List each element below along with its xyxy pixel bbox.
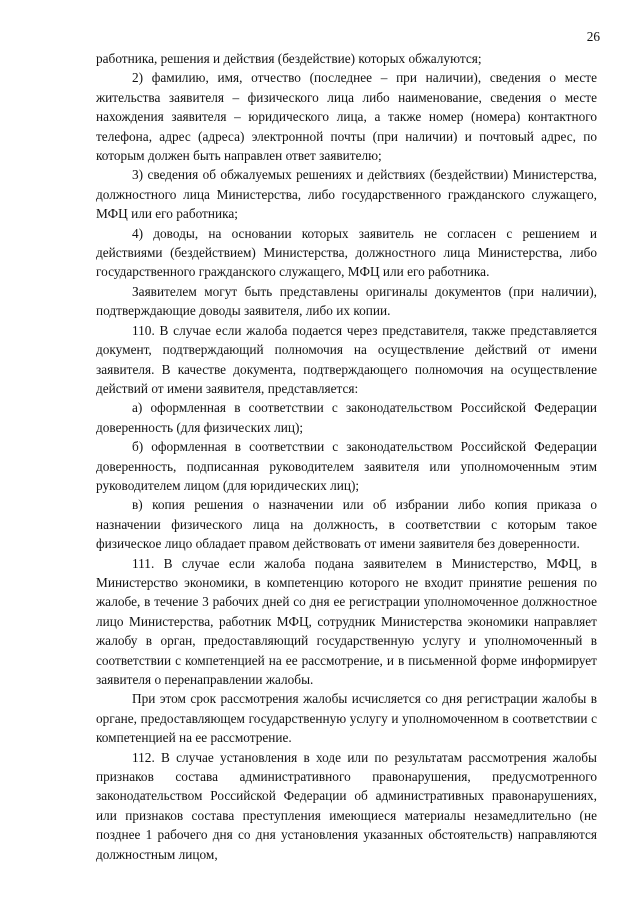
paragraph-continuation: работника, решения и действия (бездействие) которых обжалуются;	[96, 51, 482, 66]
paragraph-item-4: 4) доводы, на основании которых заявитель не согласен с решением и действиями (бездействием) Министерства, должностного лица Министерства, либо государственного гражданского служащего, МФЦ или его работника.	[96, 225, 597, 280]
paragraph-item-a: а) оформленная в соответствии с законодательством Российской Федерации доверенность (для физических лиц);	[96, 400, 597, 435]
paragraph-110: 110. В случае если жалоба подается через представителя, также представляется документ, подтверждающий полномочия на осуществление действий от имени заявителя. В качестве документа, подтверждающего полномочия на осуществление действий от имени заявителя, представляется:	[96, 322, 597, 396]
paragraph-item-b: б) оформленная в соответствии с законодательством Российской Федерации доверенность, подписанная руководителем заявителя или уполномоченным этим руководителем лицом (для юридических лиц);	[96, 439, 597, 493]
paragraph-111: 111. В случае если жалоба подана заявителем в Министерство, МФЦ, в Министерство экономики, в компетенцию которого не входит принятие решения по жалобе, в течение 3 рабочих дней со дня ее регистрации уполномоченное должностное лицо Министерства, работник МФЦ, сотрудник Министерства экономики направляет жалобу в орган, предоставляющий государственную услугу и уполномоченный в соответствии с компетенцией на ее рассмотрение, и в письменной форме информирует заявителя о перенаправлении жалобы.	[96, 555, 597, 687]
paragraph-item-2: 2) фамилию, имя, отчество (последнее – при наличии), сведения о месте жительства заявителя – физического лица либо наименование, сведения о месте нахождения заявителя – юридического лица, а также номер (номера) контактного телефона, адрес (адреса) электронной почты (при наличии) и почтовый адрес, по которым должен быть направлен ответ заявителю;	[96, 70, 597, 164]
paragraph-item-v: в) копия решения о назначении или об избрании либо копия приказа о назначении физического лица на должность, в соответствии с которым такое физическое лицо обладает правом действовать от имени заявителя без доверенности.	[96, 497, 597, 552]
document-body	[96, 49, 597, 864]
page-number: 26	[586, 29, 600, 44]
paragraph-item-3: 3) сведения об обжалуемых решениях и действиях (бездействии) Министерства, должностного лица Министерства, либо государственного гражданского служащего, МФЦ или его работника;	[96, 167, 597, 222]
paragraph-112: 112. В случае установления в ходе или по результатам рассмотрения жалобы признаков состава административного правонарушения, предусмотренного законодательством Российской Федерации об административных правонарушениях, или признаков состава преступления имеющиеся материалы незамедлительно (не позднее 1 рабочего дня со дня установления указанных обстоятельств) направляются должностным лицом,	[96, 749, 597, 862]
paragraph-originals: Заявителем могут быть представлены оригиналы документов (при наличии), подтверждающие доводы заявителя, либо их копии.	[96, 283, 597, 319]
paragraph-term: При этом срок рассмотрения жалобы исчисляется со дня регистрации жалобы в органе, предоставляющем государственную услугу и уполномоченном в соответствии с компетенцией на ее рассмотрение.	[96, 691, 597, 746]
